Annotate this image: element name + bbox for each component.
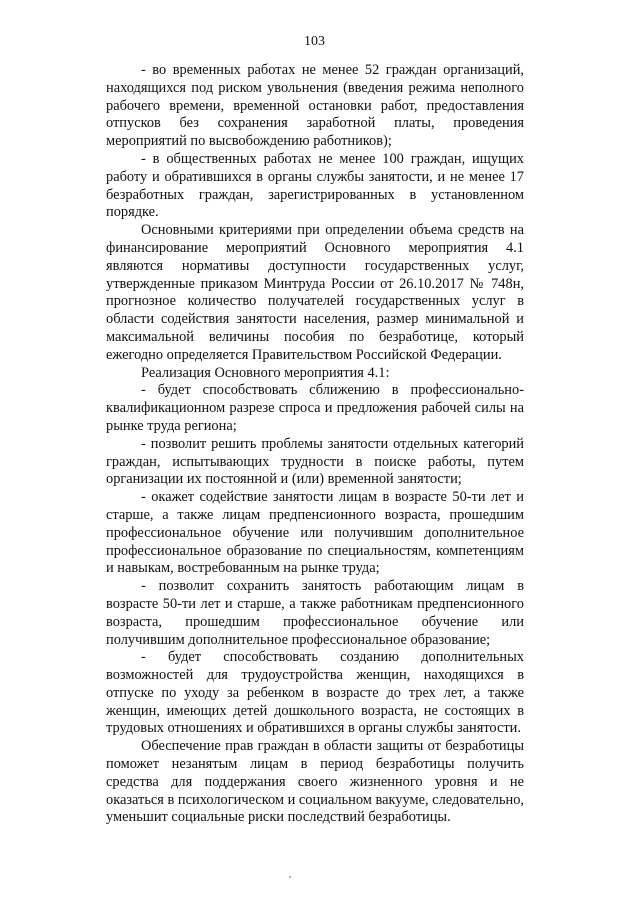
- paragraph-employment-problems: - позволит решить проблемы занятости отдельных категорий граждан, испытывающих трудности в поиске работы, путем организации их постоянной и (или) временной занятости;: [106, 435, 524, 488]
- paragraph-implementation-heading: Реализация Основного мероприятия 4.1:: [141, 364, 390, 381]
- page-number: 103: [304, 34, 325, 49]
- paragraph-public-works: - в общественных работах не менее 100 граждан, ищущих работу и обратившихся в органы службы занятости, и не менее 17 безработных граждан, зарегистрированных в установленном порядке.: [106, 150, 524, 221]
- scan-speck: [289, 876, 291, 878]
- paragraph-labor-market-balance: - будет способствовать сближению в профессионально-квалификационном разрезе спроса и предложения рабочей силы на рынке труда региона;: [106, 382, 524, 434]
- paragraph-temporary-works: - во временных работах не менее 52 граждан организаций, находящихся под риском увольнения (введения режима неполного рабочего времени, временной остановки работ, предоставления отпусков без сохранения заработной платы, проведения мероприятий по высвобождению работников);: [106, 62, 524, 150]
- paragraph-assistance-50-plus: - окажет содействие занятости лицам в возрасте 50-ти лет и старше, а также лицам предпенсионного возраста, прошедшим профессиональное обучение или получившим дополнительное профессиональное образование по специальностям, компетенциям и навыкам, востребованным на рынке труда;: [106, 489, 524, 577]
- paragraph-unemployment-protection: Обеспечение прав граждан в области защиты от безработицы поможет незанятым лицам в период безработицы получить средства для поддержания своего жизненного уровня и не оказаться в психологическом и социальном вакууме, следовательно, уменьшит социальные риски последствий безработицы.: [106, 738, 524, 826]
- paragraph-funding-criteria: Основными критериями при определении объема средств на финансирование мероприятий Основного мероприятия 4.1 являются нормативы доступности государственных услуг, утвержденные приказом Минтруда России от 26.10.2017 № 748н, прогнозное количество получателей государственных услуг в области содействия занятости населения, размер минимальной и максимальной величины пособия по безработице, который ежегодно определяется Правительством Российской Федерации.: [106, 222, 524, 363]
- paragraph-retain-employment: - позволит сохранить занятость работающим лицам в возрасте 50-ти лет и старше, а также работникам предпенсионного возраста, прошедшим профессиональное обучение или получившим дополнительное профессиональное образование;: [106, 578, 524, 648]
- paragraph-women-employment: - будет способствовать созданию дополнительных возможностей для трудоустройства женщин, находящихся в отпуске по уходу за ребенком в возрасте до трех лет, а также женщин, имеющих детей дошкольного возраста, не состоящих в трудовых отношениях и обратившихся в органы службы занятости.: [106, 649, 524, 737]
- document-body: [106, 62, 524, 827]
